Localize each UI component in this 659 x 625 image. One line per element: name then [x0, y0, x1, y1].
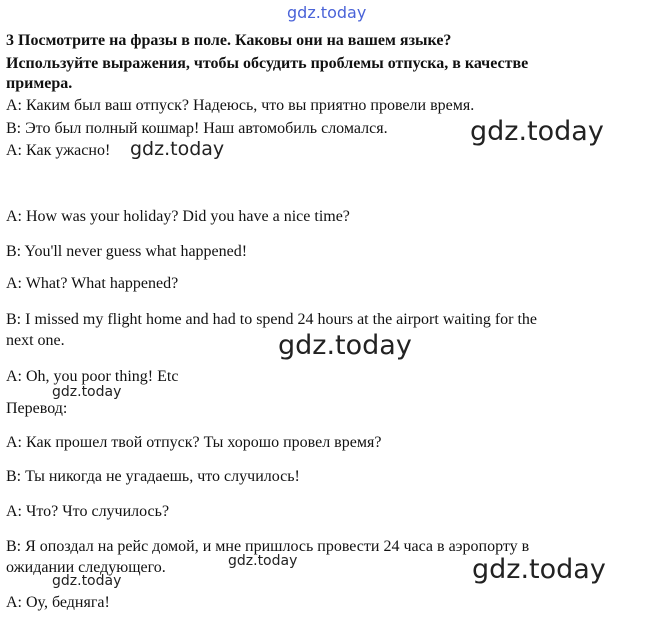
russian-line-3: A: Что? Что случилось?: [6, 503, 170, 520]
english-line-1: A: How was your holiday? Did you have a nice time?: [6, 208, 350, 225]
english-line-6: A: Oh, you poor thing! Etc: [6, 368, 179, 385]
watermark-top: gdz.today: [287, 3, 367, 22]
russian-line-5: ожидании следующего.: [6, 559, 166, 576]
watermark-small-1: gdz.today: [52, 384, 122, 400]
watermark-medium-1: gdz.today: [130, 138, 225, 160]
watermark-large-1: gdz.today: [470, 116, 604, 147]
english-line-5: next one.: [6, 332, 65, 349]
russian-line-2: B: Ты никогда не угадаешь, что случилось!: [6, 468, 300, 485]
task-heading-line-3: примера.: [6, 75, 73, 92]
translation-label: Перевод:: [6, 400, 68, 417]
example-line-2: B: Это был полный кошмар! Наш автомобиль сломался.: [6, 120, 388, 137]
watermark-small-3: gdz.today: [52, 573, 122, 589]
task-heading-line-2: Используйте выражения, чтобы обсудить проблемы отпуска, в качестве: [6, 55, 529, 72]
russian-line-4: B: Я опоздал на рейс домой, и мне пришлось провести 24 часа в аэропорту в: [6, 538, 530, 555]
watermark-large-3: gdz.today: [472, 554, 606, 585]
example-line-1: A: Каким был ваш отпуск? Надеюсь, что вы приятно провели время.: [6, 97, 475, 114]
task-heading-line-1: 3 Посмотрите на фразы в поле. Каковы они на вашем языке?: [6, 32, 452, 49]
english-line-4: B: I missed my flight home and had to spend 24 hours at the airport waiting for the: [6, 311, 538, 328]
watermark-large-2: gdz.today: [278, 330, 412, 361]
watermark-small-2: gdz.today: [228, 553, 298, 569]
english-line-2: B: You'll never guess what happened!: [6, 243, 248, 260]
russian-line-1: A: Как прошел твой отпуск? Ты хорошо провел время?: [6, 434, 382, 451]
example-line-3: A: Как ужасно!: [6, 142, 111, 159]
russian-line-6: A: Оу, бедняга!: [6, 594, 110, 611]
english-line-3: A: What? What happened?: [6, 275, 179, 292]
